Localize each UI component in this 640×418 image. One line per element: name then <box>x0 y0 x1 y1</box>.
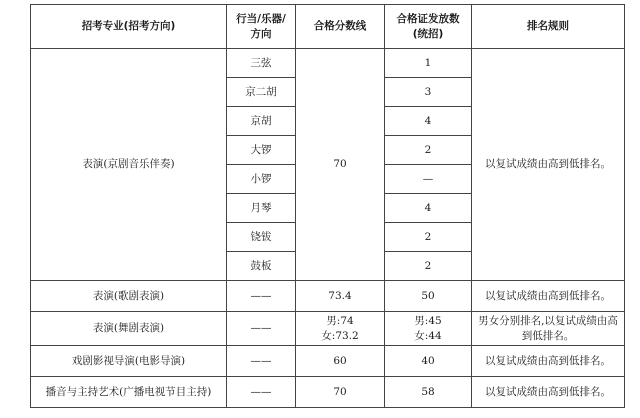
rule-cell: 男女分别排名,以复试成绩由高到低排名。 <box>472 312 625 346</box>
header-instrument: 行当/乐器/方向 <box>227 5 296 49</box>
certs-cell: 40 <box>385 346 472 377</box>
certs-cell: 2 <box>385 252 472 281</box>
instrument-cell: 京胡 <box>227 107 296 136</box>
certs-cell: — <box>385 165 472 194</box>
score-female: 女:73.2 <box>321 329 359 342</box>
header-certs: 合格证发放数(统招) <box>385 5 472 49</box>
document-page <box>30 4 624 408</box>
table-row <box>31 377 625 408</box>
score-cell: 60 <box>296 346 385 377</box>
certs-cell: 4 <box>385 107 472 136</box>
header-major: 招考专业(招考方向) <box>31 5 227 49</box>
score-cell: 73.4 <box>296 281 385 312</box>
rule-cell: 以复试成绩由高到低排名。 <box>472 281 625 312</box>
certs-cell <box>385 312 472 346</box>
certs-cell: 2 <box>385 223 472 252</box>
table-row <box>31 312 625 346</box>
certs-cell: 58 <box>385 377 472 408</box>
certs-cell: 4 <box>385 194 472 223</box>
certs-female: 女:44 <box>414 329 442 342</box>
instrument-cell: 铙钹 <box>227 223 296 252</box>
major-cell: 表演(舞剧表演) <box>31 312 227 346</box>
instrument-cell: 小锣 <box>227 165 296 194</box>
major-cell: 播音与主持艺术(广播电视节目主持) <box>31 377 227 408</box>
score-cell <box>296 312 385 346</box>
certs-cell: 2 <box>385 136 472 165</box>
instrument-cell: 鼓板 <box>227 252 296 281</box>
admission-results-table <box>30 4 625 408</box>
score-cell: 70 <box>296 377 385 408</box>
instrument-cell: —— <box>227 346 296 377</box>
certs-cell: 1 <box>385 49 472 78</box>
table-row <box>31 281 625 312</box>
instrument-cell: 大锣 <box>227 136 296 165</box>
table-row <box>31 49 625 78</box>
instrument-cell: —— <box>227 281 296 312</box>
score-cell: 70 <box>296 49 385 281</box>
table-row <box>31 346 625 377</box>
rule-cell: 以复试成绩由高到低排名。 <box>472 377 625 408</box>
rule-cell: 以复试成绩由高到低排名。 <box>472 346 625 377</box>
instrument-cell: 月琴 <box>227 194 296 223</box>
table-header-row <box>31 5 625 49</box>
header-rule: 排名规则 <box>472 5 625 49</box>
instrument-cell: 三弦 <box>227 49 296 78</box>
rule-cell: 以复试成绩由高到低排名。 <box>472 49 625 281</box>
instrument-cell: —— <box>227 312 296 346</box>
header-score: 合格分数线 <box>296 5 385 49</box>
instrument-cell: 京二胡 <box>227 78 296 107</box>
major-cell: 表演(歌剧表演) <box>31 281 227 312</box>
major-cell: 表演(京剧音乐伴奏) <box>31 49 227 281</box>
score-male: 男:74 <box>326 315 354 328</box>
instrument-cell: —— <box>227 377 296 408</box>
certs-cell: 3 <box>385 78 472 107</box>
major-cell: 戏剧影视导演(电影导演) <box>31 346 227 377</box>
certs-male: 男:45 <box>414 315 442 328</box>
certs-cell: 50 <box>385 281 472 312</box>
